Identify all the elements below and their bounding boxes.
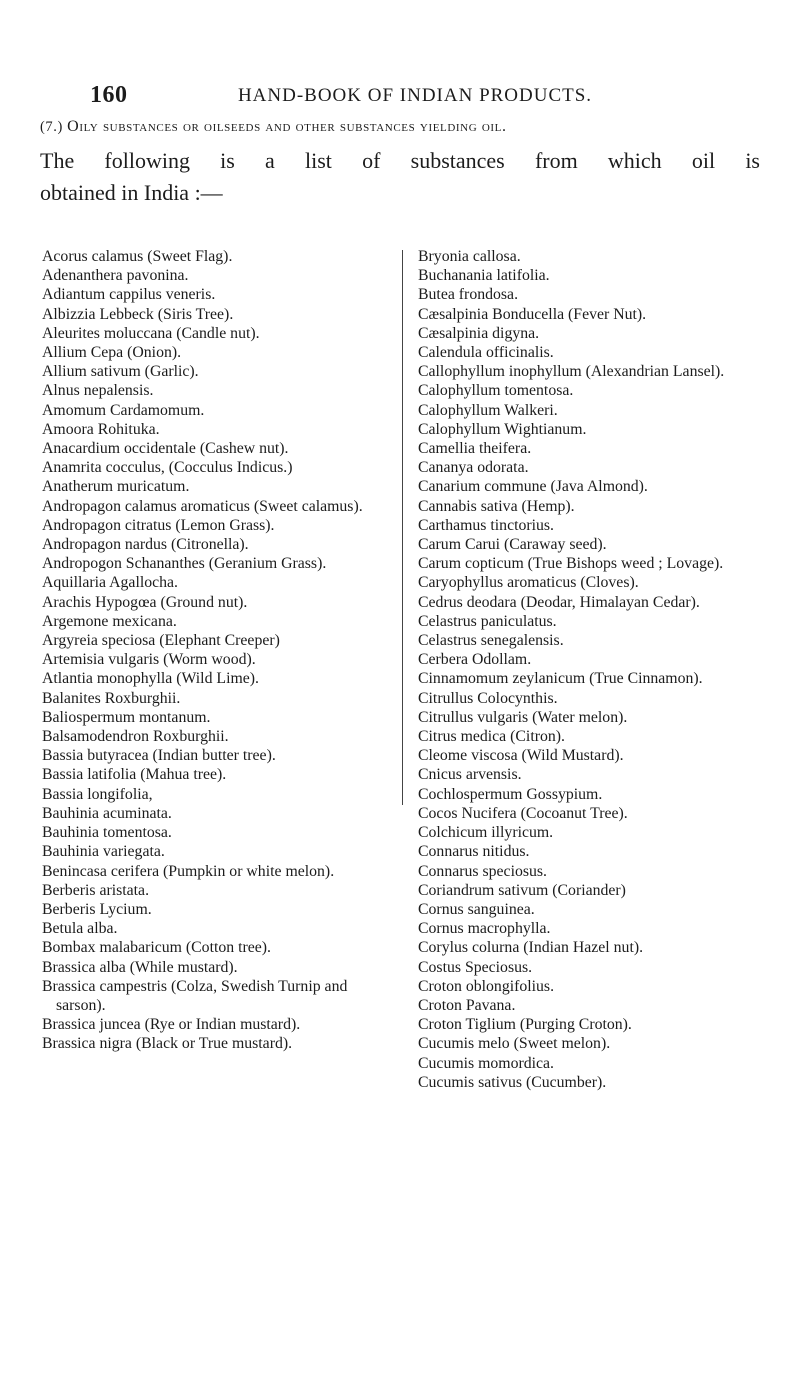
page-header (90, 82, 740, 112)
list-item: Citrus medica (Citron). (418, 728, 565, 746)
list-item: Anacardium occidentale (Cashew nut). (42, 440, 289, 458)
list-item: Canarium commune (Java Almond). (418, 478, 648, 496)
list-item: Benincasa cerifera (Pumpkin or white melon). (42, 862, 335, 880)
list-item: Cleome viscosa (Wild Mustard). (418, 747, 624, 765)
list-item: Betula alba. (42, 920, 118, 938)
list-item: Andropagon citratus (Lemon Grass). (42, 516, 275, 534)
list-item: Allium Cepa (Onion). (42, 344, 182, 362)
list-item: Cornus macrophylla. (418, 920, 551, 938)
list-item: Cæsalpinia Bonducella (Fever Nut). (418, 305, 647, 323)
list-item: Brassica juncea (Rye or Indian mustard). (42, 1016, 301, 1034)
list-item: Alnus nepalensis. (42, 382, 154, 400)
list-item: Connarus speciosus. (418, 862, 547, 880)
list-item: Bombax malabaricum (Cotton tree). (42, 939, 271, 957)
column-divider (402, 250, 403, 805)
list-item: Brassica campestris (Colza, Swedish Turnip and sarson). (42, 977, 348, 1014)
section-number: (7.) (40, 119, 63, 135)
list-item: Camellia theifera. (418, 440, 532, 458)
list-item: Calendula officinalis. (418, 344, 554, 362)
list-item: Carum copticum (True Bishops weed ; Lovage). (418, 555, 724, 573)
list-item: Cinnamomum zeylanicum (True Cinnamon). (418, 670, 703, 688)
list-item: Amoora Rohituka. (42, 420, 160, 438)
section-title: Oily substances or oilseeds and other substances yielding oil. (67, 118, 507, 135)
list-item: Carthamus tinctorius. (418, 516, 555, 534)
list-item: Arachis Hypogœa (Ground nut). (42, 593, 248, 611)
list-item: Aquillaria Agallocha. (42, 574, 178, 592)
list-item: Cannabis sativa (Hemp). (418, 497, 575, 515)
list-item: Berberis Lycium. (42, 900, 152, 918)
running-title: HAND-BOOK OF INDIAN PRODUCTS. (237, 85, 593, 106)
list-item: Balsamodendron Roxburghii. (42, 728, 229, 746)
list-item: Croton oblongifolius. (418, 977, 555, 995)
list-item: Colchicum illyricum. (418, 824, 554, 842)
list-item: Brassica alba (While mustard). (42, 958, 238, 976)
list-item: Bauhinia tomentosa. (42, 824, 172, 842)
left-column-list (42, 247, 392, 1054)
list-item: Adiantum cappilus veneris. (42, 286, 216, 304)
list-item: Callophyllum inophyllum (Alexandrian Lansel). (418, 363, 725, 381)
list-item: Allium sativum (Garlic). (42, 363, 199, 381)
list-item: Cochlospermum Gossypium. (418, 785, 603, 803)
list-item: Buchanania latifolia. (418, 267, 550, 285)
list-item: Cerbera Odollam. (418, 651, 532, 669)
right-column-list (418, 247, 776, 1092)
list-item: Calophyllum Walkeri. (418, 401, 558, 419)
list-item: Connarus nitidus. (418, 843, 530, 861)
list-item: Cocos Nucifera (Cocoanut Tree). (418, 804, 628, 822)
list-item: Albizzia Lebbeck (Siris Tree). (42, 305, 234, 323)
list-item: Butea frondosa. (418, 286, 519, 304)
list-item: Croton Pavana. (418, 996, 516, 1014)
list-item: Bassia longifolia, (42, 785, 153, 803)
list-item: Amomum Cardamomum. (42, 401, 205, 419)
list-item: Andropogon Schananthes (Geranium Grass). (42, 555, 327, 573)
list-item: Bryonia callosa. (418, 248, 521, 265)
list-item: Baliospermum montanum. (42, 708, 211, 726)
list-item: Brassica nigra (Black or True mustard). (42, 1035, 293, 1053)
intro-paragraph (40, 145, 760, 209)
list-item: Calophyllum tomentosa. (418, 382, 574, 400)
list-item: Calophyllum Wightianum. (418, 420, 587, 438)
list-item: Citrullus Colocynthis. (418, 689, 558, 707)
list-item: Artemisia vulgaris (Worm wood). (42, 651, 256, 669)
list-item: Acorus calamus (Sweet Flag). (42, 248, 233, 265)
list-item: Bauhinia variegata. (42, 843, 165, 861)
intro-line-1: The following is a list of substances from which oil is (40, 148, 760, 173)
list-item: Bassia butyracea (Indian butter tree). (42, 747, 276, 765)
page-number: 160 (90, 82, 128, 108)
list-item: Cucumis melo (Sweet melon). (418, 1035, 611, 1053)
list-item: Berberis aristata. (42, 881, 150, 899)
list-item: Bauhinia acuminata. (42, 804, 172, 822)
list-item: Andropagon nardus (Citronella). (42, 536, 249, 554)
list-item: Cucumis sativus (Cucumber). (418, 1073, 607, 1091)
list-item: Cedrus deodara (Deodar, Himalayan Cedar). (418, 593, 700, 611)
list-item: Cornus sanguinea. (418, 900, 535, 918)
list-item: Croton Tiglium (Purging Croton). (418, 1016, 632, 1034)
list-item: Costus Speciosus. (418, 958, 533, 976)
list-item: Corylus colurna (Indian Hazel nut). (418, 939, 644, 957)
list-item: Coriandrum sativum (Coriander) (418, 881, 626, 899)
section-heading (40, 118, 760, 136)
list-item: Anamrita cocculus, (Cocculus Indicus.) (42, 459, 293, 477)
list-item: Carum Carui (Caraway seed). (418, 536, 607, 554)
list-item: Cæsalpinia digyna. (418, 324, 540, 342)
list-item: Celastrus senegalensis. (418, 632, 564, 650)
list-item: Bassia latifolia (Mahua tree). (42, 766, 227, 784)
list-item: Cucumis momordica. (418, 1054, 555, 1072)
list-item: Argyreia speciosa (Elephant Creeper) (42, 632, 280, 650)
list-item: Caryophyllus aromaticus (Cloves). (418, 574, 639, 592)
list-item: Balanites Roxburghii. (42, 689, 181, 707)
list-item: Aleurites moluccana (Candle nut). (42, 324, 260, 342)
list-item: Anatherum muricatum. (42, 478, 190, 496)
intro-line-2: obtained in India :— (40, 180, 223, 205)
list-item: Atlantia monophylla (Wild Lime). (42, 670, 259, 688)
list-item: Cananya odorata. (418, 459, 529, 477)
list-item: Argemone mexicana. (42, 612, 177, 630)
list-item: Celastrus paniculatus. (418, 612, 557, 630)
list-item: Adenanthera pavonina. (42, 267, 189, 285)
list-item: Cnicus arvensis. (418, 766, 522, 784)
list-item: Andropagon calamus aromaticus (Sweet calamus). (42, 497, 363, 515)
list-item: Citrullus vulgaris (Water melon). (418, 708, 628, 726)
